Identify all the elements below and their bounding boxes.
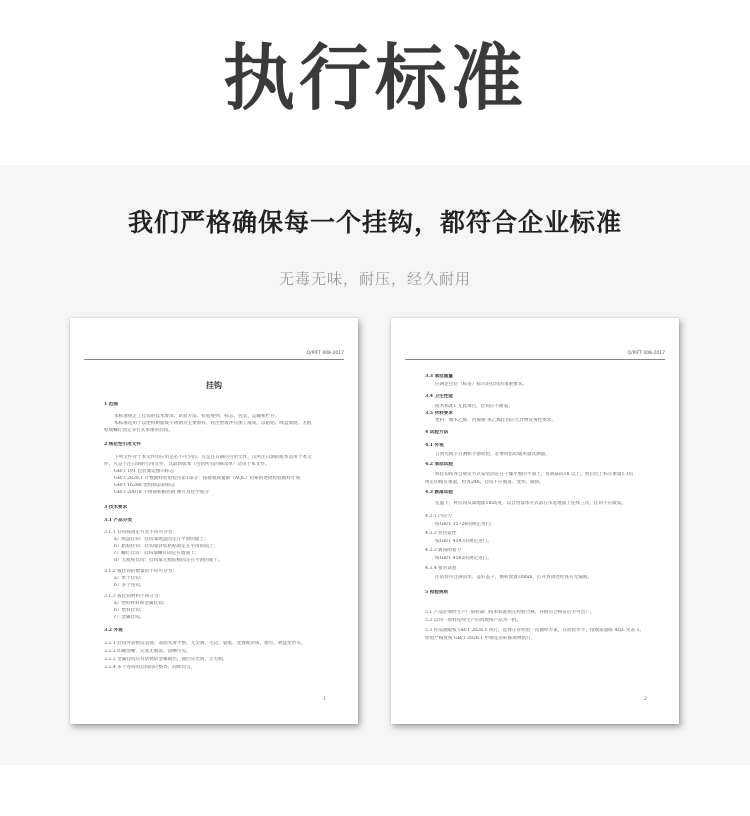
body-text-line: b）粘贴挂钩：挂钩靠背胶粘贴固定在平滑的面上； — [114, 544, 219, 549]
section-heading: 4.2 承挂试验 — [425, 462, 453, 467]
body-text-line: 4.3.4 密封试验 — [425, 566, 457, 571]
standard-document-page-2 — [391, 318, 679, 724]
body-text-line: 下列文件对于本文件的应用是必不可少的。凡是注日期的引用文件，仅所注日期的版本适用于本文 — [114, 455, 312, 460]
body-text-line: 3.2.2 印刷清晰，完成无脱落，清晰可见。 — [104, 649, 191, 654]
section-heading: 3.3 承挂重量 — [425, 374, 453, 379]
body-text-line: 规定的相应重量，检查24h，挂钩不应脱落、变形、破损。 — [425, 480, 545, 485]
body-text-line: 3.1.2 按挂钩的数量的不同可分为： — [104, 569, 177, 574]
page-number: 1 — [322, 696, 326, 702]
header-rule — [84, 359, 344, 360]
document-code: Q/PIFT 008-2017 — [306, 351, 344, 356]
document-code: Q/PIFT 008-2017 — [627, 351, 665, 356]
tagline: 无毒无味，耐压，经久耐用 — [278, 270, 471, 288]
body-text-line: 接木标准1 无此项目，挂钩应不断裂。 — [435, 404, 513, 409]
document-title: 挂钩 — [206, 380, 222, 390]
page-title: 执行标准 — [222, 36, 527, 120]
section-heading: 1 范围 — [104, 402, 118, 407]
section-heading: 4.1 外观 — [425, 443, 444, 448]
body-text-line: 4.3.3 镀铬附着力 — [425, 548, 462, 553]
body-text-line: GB/T 191 包装储运图示标志 — [114, 469, 175, 474]
section-heading: 3 技术要求 — [104, 505, 128, 510]
body-text-line: 本标准适用于以塑料树脂或不锈钢为主要原料，经注塑或冲压加工成成，以粘贴、吸盘吸附、无痕 — [114, 421, 312, 426]
section-heading: 3.4 卫生性能 — [425, 394, 453, 399]
body-text-line: 塑料：聚苯乙烯、丙烯腈-苯乙烯挂钩应无异物及毒性要求。 — [435, 418, 556, 423]
section-heading: 2 规范性引用文件 — [104, 442, 141, 447]
section-heading: 4 试验方法 — [425, 430, 449, 435]
body-text-line: 3.2.1 挂钩外表整洁美观，表面光滑平整、无尖刺、毛边、裂痕、变透或杂质、擦毛、吸盘变形等。 — [104, 641, 306, 646]
page-number: 2 — [643, 696, 647, 702]
body-text-line: 5.2 以同一原料连续生产的同规格产品为一批。 — [425, 618, 522, 623]
body-text-line: d）无痕贴挂钩：挂钩靠无痕胶贴固定在平滑的面上。 — [114, 558, 223, 563]
body-text-line: a）单个挂钩； — [114, 576, 145, 581]
body-text-line: GB/T 16288 塑料制品的标志 — [114, 483, 176, 488]
body-text-line: 按GB/T 15726的规定进行。 — [435, 522, 495, 527]
body-text-line: 4.3.2 抗热震性 — [425, 531, 457, 536]
body-text-line: b）塑料挂钩； — [114, 608, 145, 613]
body-text-line: 5.1 产品必须经生产厂质检部门按本标准规定检验合格，并附有合格证后方可出厂。 — [425, 610, 595, 615]
section-heading: 5 检验规则 — [425, 590, 449, 595]
body-text-line: 自然光线下目测和手感检验，必要时借助通用量具测量。 — [435, 452, 550, 457]
section-heading: 3.1 产品分类 — [104, 518, 132, 523]
body-text-line: 5.3 样品抽取按 GB/T 2828.1 执行，选择正常检验一次抽样方案，其检验水平、接收质量限 AQL 见表 1。 — [425, 628, 645, 633]
body-text-line: 3.1.1 挂钩按固定方式不同可分为： — [104, 530, 177, 535]
body-text-line: a）吸盘挂钩：挂钩靠吸盘固定在平滑的面上； — [114, 537, 209, 542]
body-text-line: 3.2.3 金属挂钩应有防锈的金属镀层，镀层应光滑、无毛刺。 — [104, 657, 228, 662]
header-rule — [405, 359, 665, 360]
body-text-line: 3.2.4 多个连钩的挂钩间应整齐，间距均匀。 — [104, 665, 196, 670]
body-text-line: 贴或螺钉固定等方式承重的挂钩。 — [104, 428, 173, 433]
body-text-line: a）塑料材料和金属挂钩； — [114, 601, 168, 606]
body-text-line: 按GB/T 4547的规定进行。 — [435, 539, 492, 544]
body-text-line: GB/T 2828.1 计数抽样检验程序第1部分：按接收质量限（AQL）检索的逐批检验抽样计划 — [114, 476, 301, 481]
body-text-line: b）多个连钩。 — [114, 583, 145, 588]
body-text-line: 检验严格度按 GB/T 2828.1 中规定的转移规则执行。 — [425, 636, 536, 641]
body-text-line: 3.1.3 按挂钩材料不同分为： — [104, 594, 164, 599]
section-heading: 3.5 材料要求 — [425, 411, 453, 416]
standard-document-page-1 — [70, 318, 358, 724]
body-text-line: 本标准规定了挂钩的技术要求、试验方法、检验规则、标志、包装、运输和贮存。 — [114, 414, 280, 419]
body-text-line: GB/T 20878 不锈钢和耐热钢 牌号及化学成分 — [114, 490, 209, 495]
body-text-line: 室温下，将挂钩从离地面1m高度，以自由落体方式落在水泥地面上连续三次，挂钩不应破裂。 — [435, 501, 627, 506]
header-band — [0, 0, 750, 165]
body-text-line: 将挂钩按各自规定方式安装固定在干燥平整的平面上，负载砝码1h 以上，然后挂上标示重量1.1倍 — [435, 472, 634, 477]
section-heading: 4.3 跌落试验 — [425, 490, 453, 495]
body-text-line: 4.3.1 内应力 — [425, 514, 452, 519]
subtitle: 我们严格确保每一个挂钩，都符合企业标准 — [127, 208, 622, 237]
body-text-line: 件。凡是不注日期的引用文件，其最新版本（包括所有的修改单）适用于本文件。 — [104, 462, 270, 467]
body-text-line: c）金属挂钩。 — [114, 615, 145, 620]
footer-band — [0, 765, 750, 816]
body-text-line: 按GB/T 4582的规定进行。 — [435, 556, 492, 561]
body-text-line: 应满足包装（标签）标示的挂钩的承重要求。 — [435, 382, 527, 387]
section-heading: 3.2 外观 — [104, 628, 123, 633]
body-text-line: c）螺钉挂钩：挂钩靠螺钉固定在墙面上； — [114, 551, 200, 556]
body-text-line: 注试样内注满清水，盖好盖子，倒转放置30min，打开封闭处检查有无漏液。 — [435, 575, 593, 580]
